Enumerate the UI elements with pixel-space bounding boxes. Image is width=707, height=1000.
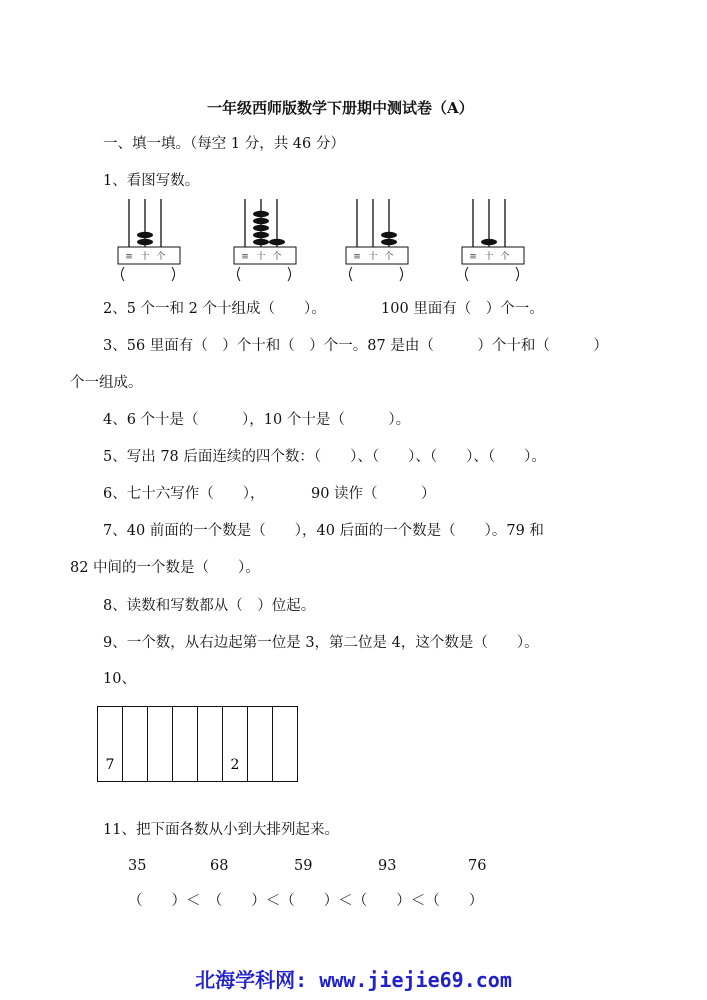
tens-bead	[253, 239, 269, 245]
tens-bead	[253, 218, 269, 224]
abacus-label: ≡	[353, 252, 361, 262]
abacus-2	[230, 196, 300, 286]
question-8: 8、读数和写数都从（ ）位起。	[103, 598, 316, 614]
abacus-label: 十	[484, 252, 494, 262]
question-3a: 3、56 里面有（ ）个十和（ ）个一。87 是由（ ）个十和（ ）	[103, 338, 608, 354]
answer-parentheses	[238, 267, 291, 281]
question-10: 10、	[103, 671, 136, 687]
number-59: 59	[294, 858, 313, 874]
question-9: 9、一个数，从右边起第一位是 3，第二位是 4，这个数是（ ）。	[103, 635, 539, 651]
abacus-label: 个	[272, 252, 282, 262]
abacus-label: ≡	[125, 252, 133, 262]
abacus-label: 个	[384, 252, 394, 262]
number-35: 35	[128, 858, 147, 874]
abacus-4	[458, 196, 528, 286]
tens-bead	[253, 211, 269, 217]
question-3b: 个一组成。	[70, 375, 143, 391]
tens-bead	[481, 239, 497, 245]
abacus-label: 十	[256, 252, 266, 262]
tens-bead	[137, 232, 153, 238]
question-2a: 2、5 个一和 2 个十组成（ ）。	[103, 301, 326, 317]
answer-parentheses	[466, 267, 519, 281]
tens-bead	[253, 225, 269, 231]
abacus-label: 十	[368, 252, 378, 262]
abacus-label: 个	[500, 252, 510, 262]
chart-cell-value: 7	[105, 757, 115, 773]
abacus-1	[114, 196, 184, 286]
number-93: 93	[378, 858, 397, 874]
abacus-label: 十	[140, 252, 150, 262]
question-11: 11、把下面各数从小到大排列起来。	[103, 822, 339, 838]
question-7b: 82 中间的一个数是（ ）。	[70, 560, 260, 576]
ones-bead	[269, 239, 285, 245]
question-7a: 7、40 前面的一个数是（ ），40 后面的一个数是（ ）。79 和	[103, 523, 544, 539]
ones-bead	[381, 232, 397, 238]
footer-watermark: 北海学科网: www.jiejie69.com	[195, 968, 512, 992]
ordering-answer-line: （ ）＜ （ ）＜（ ）＜（ ）＜（ ）	[128, 893, 484, 909]
question-4: 4、6 个十是（ ），10 个十是（ ）。	[103, 412, 411, 428]
abacus-label: ≡	[469, 252, 477, 262]
abacus-3	[342, 196, 412, 286]
tens-bead	[253, 232, 269, 238]
number-76: 76	[468, 858, 487, 874]
abacus-label: 个	[156, 252, 166, 262]
chart-cell-value: 2	[230, 757, 240, 773]
question-2b: 100 里面有（ ）个一。	[381, 301, 544, 317]
question-6b: 90 读作（ ）	[311, 486, 436, 502]
number-position-chart	[97, 706, 299, 782]
page-title: 一年级西师版数学下册期中测试卷（A）	[207, 99, 474, 117]
tens-bead	[137, 239, 153, 245]
question-1: 1、看图写数。	[103, 173, 200, 189]
section-heading: 一、填一填。（每空 1 分，共 46 分）	[103, 136, 345, 152]
question-6a: 6、七十六写作（ ），	[103, 486, 265, 502]
question-5: 5、写出 78 后面连续的四个数：（ ）、（ ）、（ ）、（ ）。	[103, 449, 546, 465]
ones-bead	[381, 239, 397, 245]
answer-parentheses	[122, 267, 175, 281]
number-68: 68	[210, 858, 229, 874]
answer-parentheses	[350, 267, 403, 281]
abacus-label: ≡	[241, 252, 249, 262]
